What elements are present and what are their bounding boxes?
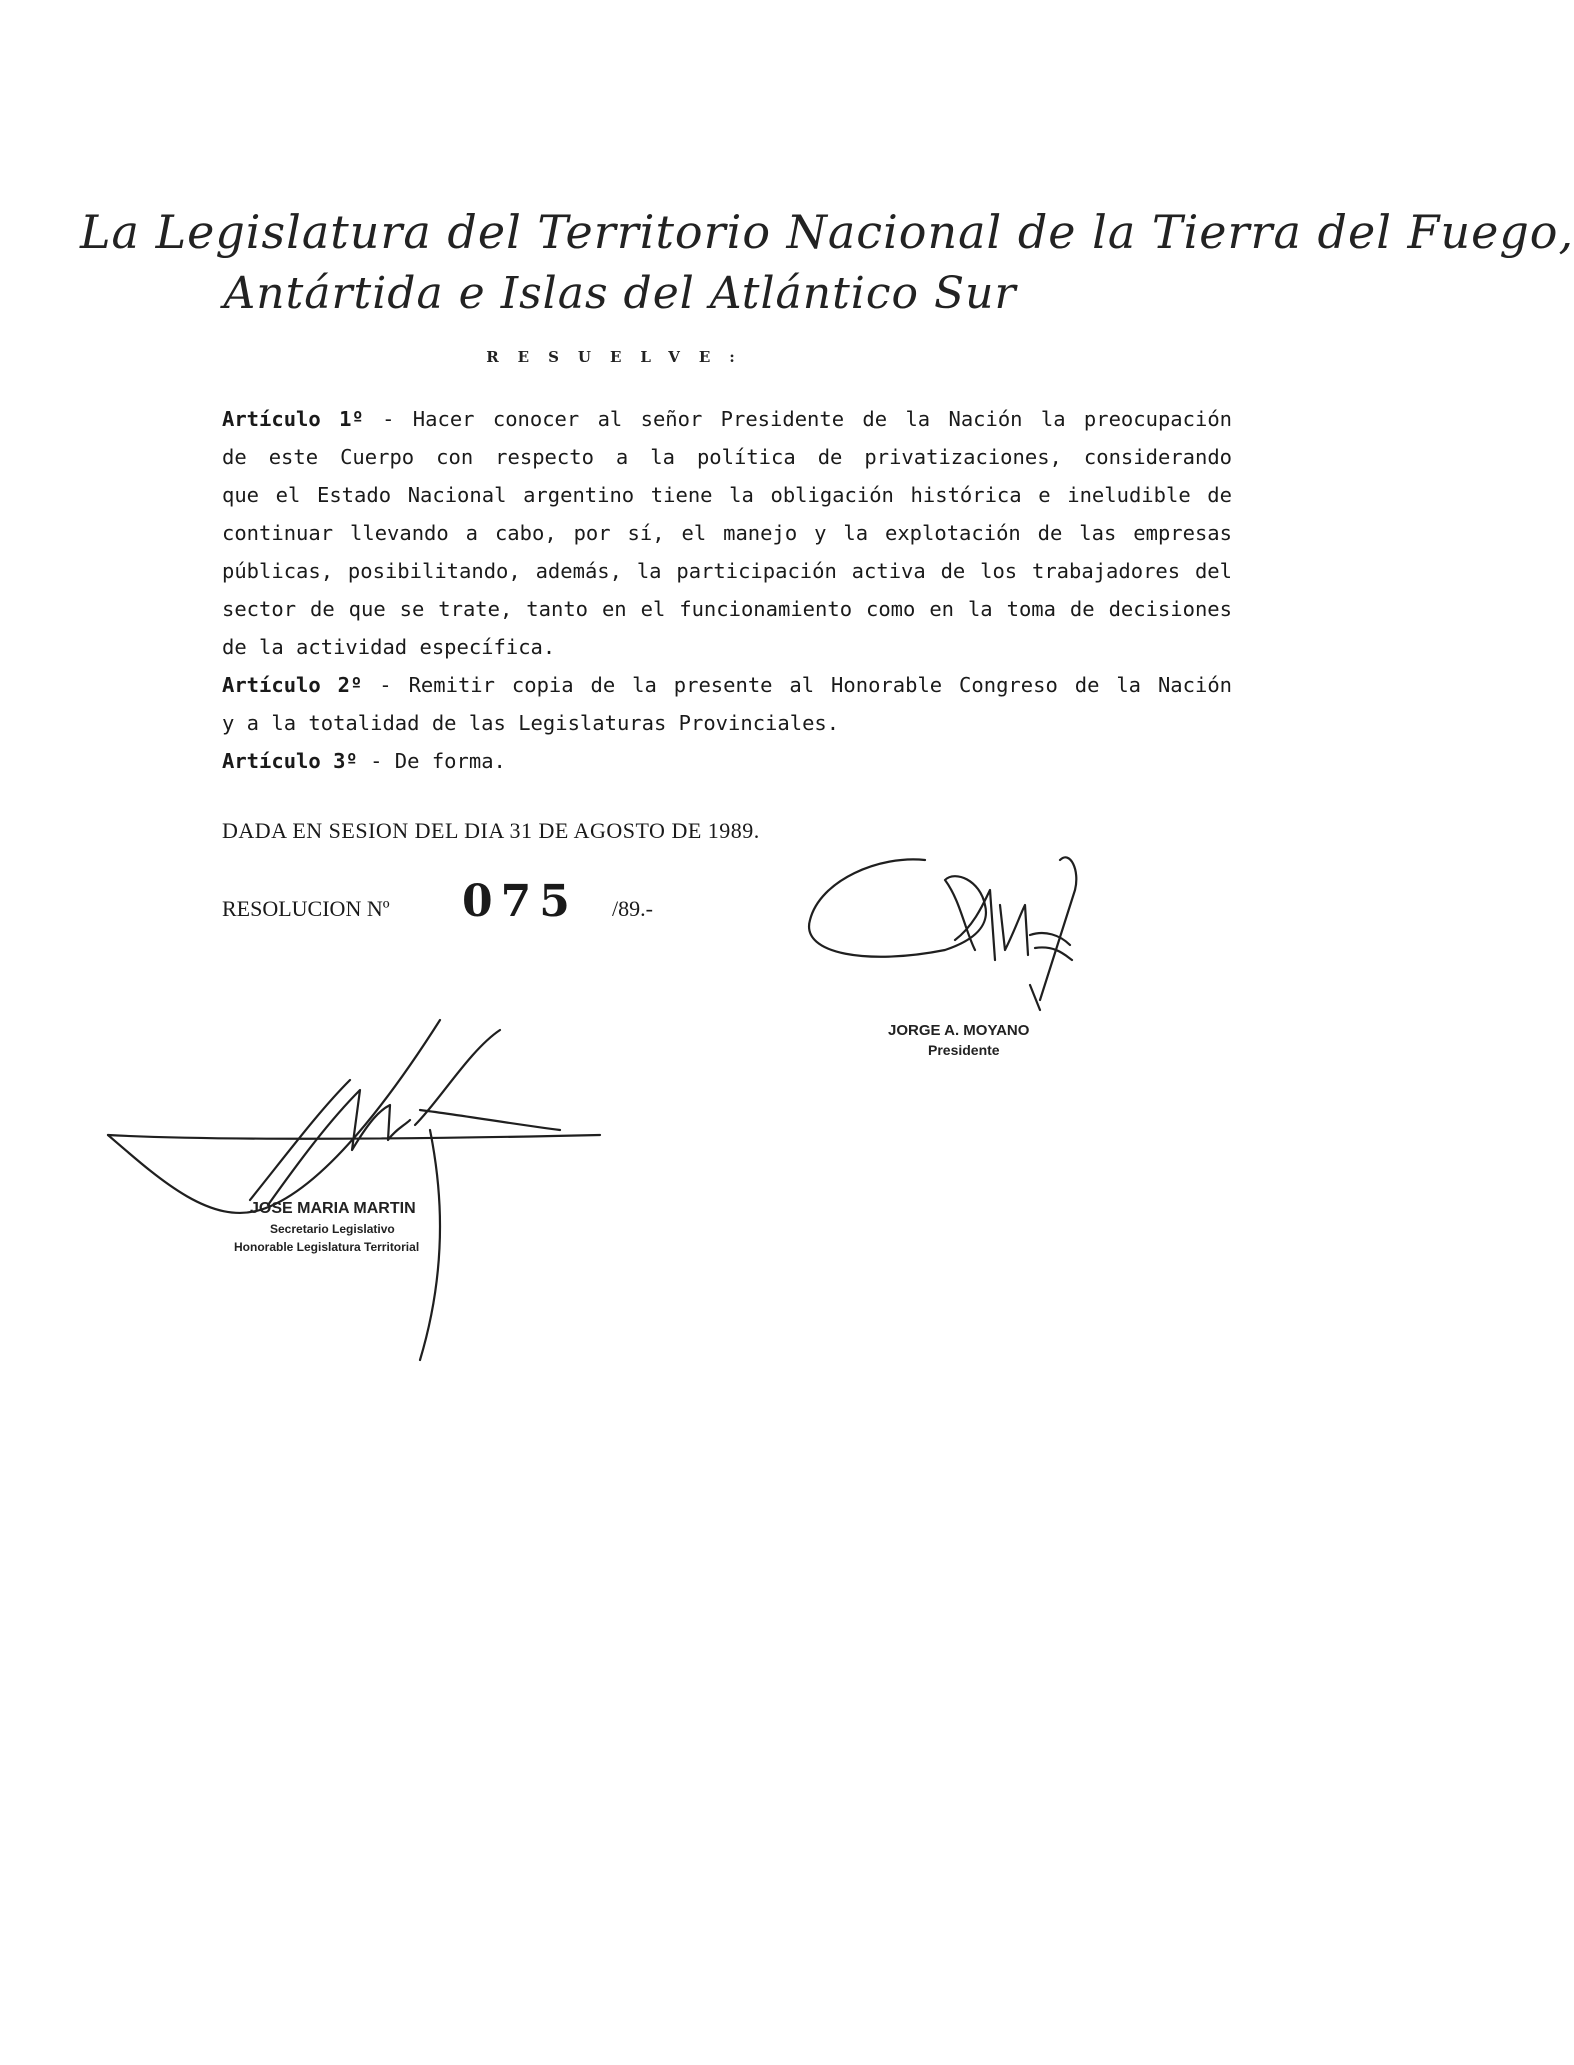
resolution-label: RESOLUCION Nº [222,896,390,921]
article-2-line: y a la totalidad de las Legislaturas Provinciales. [222,711,840,735]
article-3-label: Artículo 3º [222,749,358,773]
header-line-1: La Legislatura del Territorio Nacional de la Tierra del Fuego, [80,205,1574,259]
article-1-line: sector de que se trate, tanto en el funcionamiento como en la toma de decisiones [222,597,1232,621]
article-2-label: Artículo 2º [222,673,363,697]
article-1-line: públicas, posibilitando, además, la participación activa de los trabajadores del [222,559,1232,583]
header-line-2: Antártida e Islas del Atlántico Sur [223,268,1017,319]
resolution-number-stamp: 075 [462,876,578,927]
article-1-line: de la actividad específica. [222,635,556,659]
article-2-line: Artículo 2º - Remitir copia de la presente al Honorable Congreso de la Nación [222,673,1233,697]
secretary-title: Secretario Legislativo [270,1222,395,1236]
resuelve-heading: RESUELVE: [486,348,754,366]
article-1-label: Artículo 1º [222,407,364,431]
article-1-line: Artículo 1º - Hacer conocer al señor Presidente de la Nación la preocupación [222,407,1232,431]
article-1-line: que el Estado Nacional argentino tiene la obligación histórica e ineludible de [222,483,1232,507]
secretary-organization: Honorable Legislatura Territorial [234,1240,420,1254]
secretary-name: JOSE MARIA MARTIN [250,1200,416,1217]
president-name: JORGE A. MOYANO [888,1022,1030,1039]
article-3-line: Artículo 3º - De forma. [222,749,506,773]
session-date: DADA EN SESION DEL DIA 31 DE AGOSTO DE 1989. [222,818,760,843]
president-signature [809,859,986,956]
president-title: Presidente [928,1042,1000,1058]
article-1-line: de este Cuerpo con respecto a la política de privatizaciones, considerando [222,445,1232,469]
article-1-line: continuar llevando a cabo, por sí, el manejo y la explotación de las empresas [222,521,1232,545]
resolution-suffix: /89.- [612,896,653,921]
